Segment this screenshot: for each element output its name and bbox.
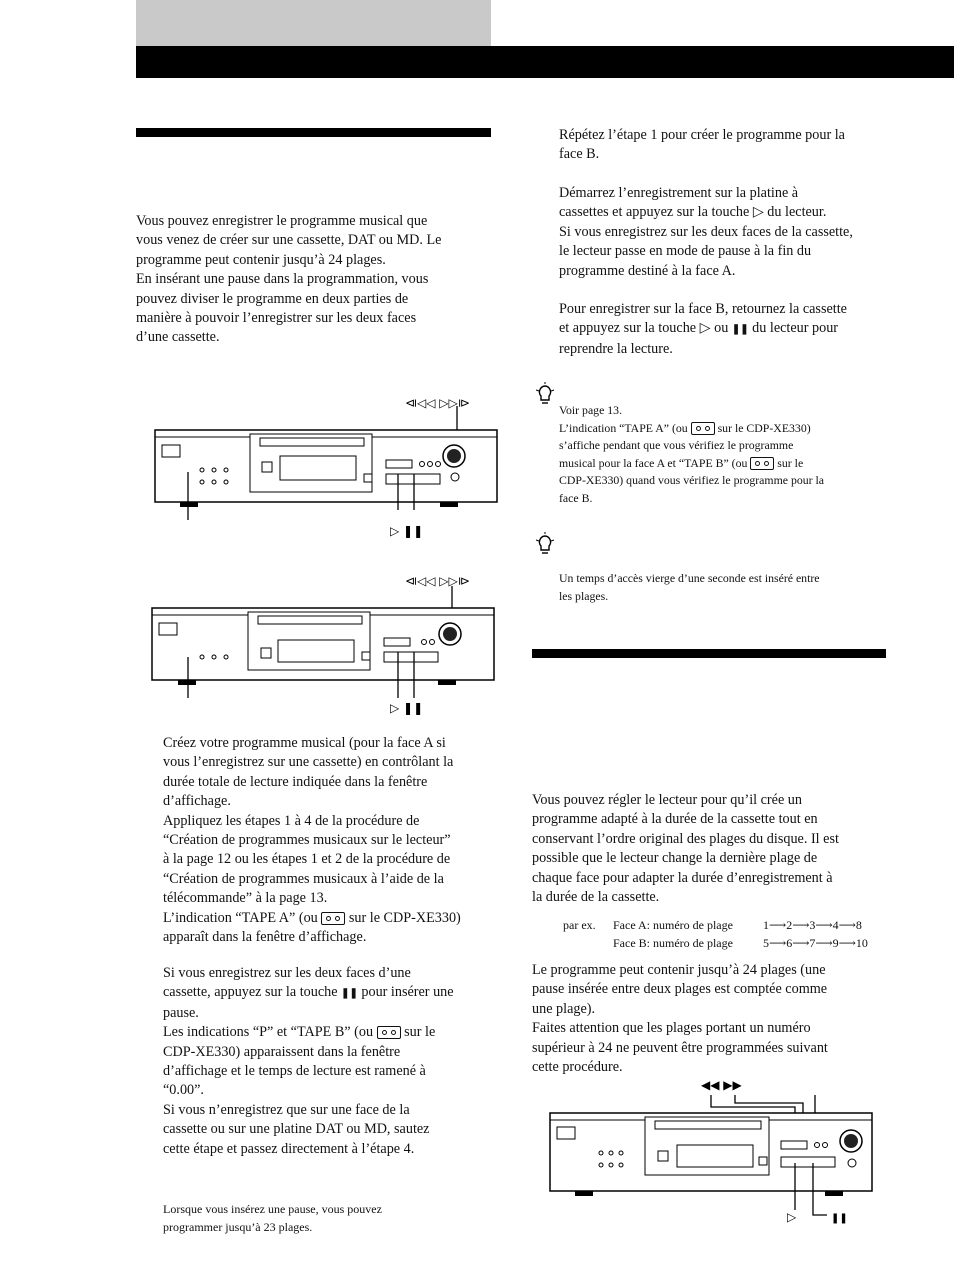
intro-paragraph: Vous pouvez enregistrer le programme musical que vous venez de créer sur une cassette, DAT ou MD. Le programme peut contenir jusqu’à 24 plages. En insérant une pause dans la programmation, vous pouvez diviser le programme en deux parties de manière à pouvoir l’enregistrer sur les deux faces d’une cassette. (136, 213, 442, 346)
pause-icon: ❚❚ (731, 324, 749, 336)
example-block: par ex. Face A: numéro de plage 1⟶2⟶3⟶4⟶8 Face B: numéro de plage 5⟶6⟶7⟶9⟶10 (563, 918, 868, 950)
step1-text: Créez votre programme musical (pour la face A si vous l’enregistrez sur une cassette) en contrôlant la durée totale de lecture indiquée dans la fenêtre d’affichage. Appliquez les étapes 1 à 4 de la procédure de “Création de programmes musicaux sur le lecteur” à la page 12 ou les étapes 1 et 2 de la procédure de “Création de programmes musicaux à l’aide de la télécommande” à la page 13. L’indication “TAPE A” (ou sur le CDP-XE330) apparaît dans la fenêtre d’affichage. (163, 735, 461, 946)
para2: Le programme peut contenir jusqu’à 24 plages (une pause insérée entre deux plages est comptée comme une plage). Faites attention que les plages portant un numéro supérieur à 24 ne peuvent être programmées suivant cette procédure. (532, 962, 828, 1076)
player-diagram-2 (148, 570, 503, 720)
step2-text: Si vous enregistrez sur les deux faces d’une cassette, appuyez sur la touche ❚❚ pour insérer une pause. Les indications “P” et “TAPE B” (ou sur le CDP-XE330) apparaissent dans la fenêtre d’affichage et le temps de lecture est ramené à “0.00”. Si vous n’enregistrez que sur une face de la cassette ou sur une platine DAT ou MD, sautez cette étape et passez directement à l’étape 4. (163, 965, 454, 1157)
step3-text: Répétez l’étape 1 pour créer le programme pour la face B. (559, 127, 845, 163)
tape-icon (691, 422, 715, 435)
play-icon: ▷ (752, 204, 764, 221)
player-diagram-3 (545, 1075, 890, 1235)
play-pause-label: ▷ ❚❚ (390, 524, 424, 538)
tape-icon (321, 912, 345, 925)
tip-icon (534, 382, 556, 408)
prev-next-label-2: ⧏◁◁ ▷▷⧐ (405, 574, 470, 588)
tip-icon-2 (534, 532, 556, 558)
play-icon: ▷ (699, 320, 711, 337)
header-bar (136, 46, 954, 78)
player-diagram-1 (150, 390, 505, 540)
header-tab (136, 0, 491, 46)
tape-icon (377, 1026, 401, 1039)
tip2-text: Un temps d’accès vierge d’une seconde est inséré entre les plages. (559, 571, 820, 603)
pause-label: ❚❚ (831, 1213, 848, 1224)
intro2-paragraph: Vous pouvez régler le lecteur pour qu’il crée un programme adapté à la durée de la cassette tout en conservant l’ordre original des plages du disque. Il est possible que le lecteur change la dernière plage de chaque face pour adapter la durée d’enregistrement à la durée de la cassette. (532, 792, 839, 906)
play-label: ▷ (787, 1210, 797, 1224)
section-rule-left (136, 128, 491, 137)
prev-next-label: ⧏◁◁ ▷▷⧐ (405, 396, 470, 410)
step5-text: Pour enregistrer sur la face B, retournez la cassette et appuyez sur la touche ▷ ou ❚❚ du lecteur pour reprendre la lecture. (559, 301, 847, 357)
section-rule-right (532, 649, 886, 658)
pause-icon: ❚❚ (341, 988, 358, 1000)
play-pause-label-2: ▷ ❚❚ (390, 701, 424, 715)
tape-icon (750, 457, 774, 470)
tip1-text: Voir page 13. L’indication “TAPE A” (ou sur le CDP-XE330) s’affiche pendant que vous vérifiez le programme musical pour la face A et “TAPE B” (ou sur le CDP-XE330) quand vous vérifiez le programme pour la face B. (559, 403, 825, 505)
ffrew-label: ◀◀ ▶▶ (701, 1078, 742, 1092)
note-text: Lorsque vous insérez une pause, vous pouvez programmer jusqu’à 23 plages. (163, 1202, 382, 1234)
step4-text: Démarrez l’enregistrement sur la platine à cassettes et appuyez sur la touche ▷ du lecteur. Si vous enregistrez sur les deux faces de la cassette, le lecteur passe en mode de pause à la fin du programme destiné à la face A. (559, 185, 853, 279)
